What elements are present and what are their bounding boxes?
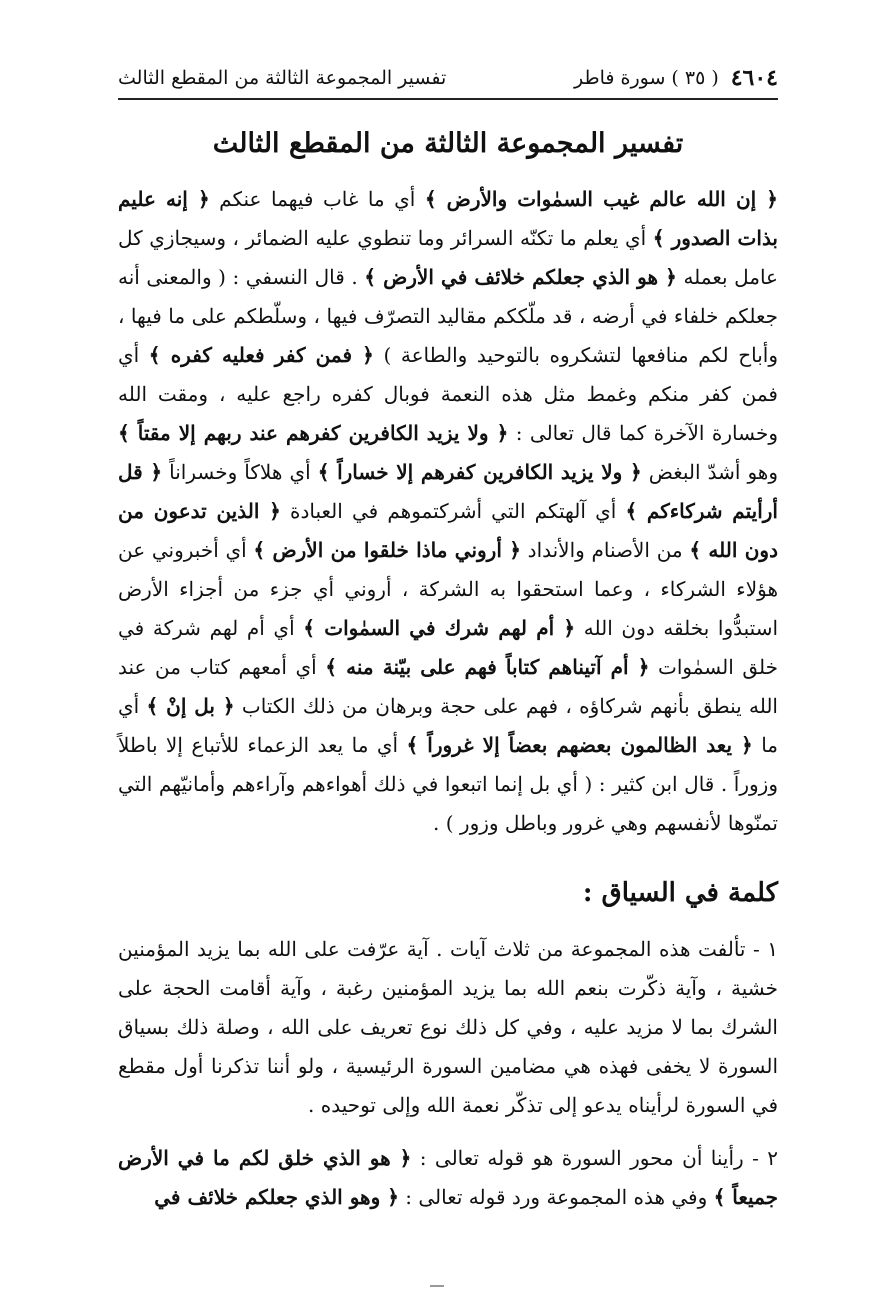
commentary-paragraph — [118, 180, 778, 843]
context-item-1: ١ - تألفت هذه المجموعة من ثلاث آيات . آية عرّفت على الله بما يزيد المؤمنين خشية ، وآية ذكّرت بنعم الله بما يزيد المؤمنين رغبة ، وآية أقامت الحجة على الشرك بما لا مزيد عليه ، وفي كل ذلك نوع تعريف على الله ، وصلة ذلك بسياق السورة لا يخفى فهذه هي مضامين السورة الرئيسية ، ولو أننا تذكرنا أول مقطع في السورة لرأيناه يدعو إلى تذكّر نعمة الله وإلى توحيده . — [118, 937, 778, 1117]
page-number: ٤٦٠٤ — [730, 65, 778, 91]
commentary-body — [118, 180, 778, 843]
verse-quote: ﴿ بل إنْ ﴾ — [146, 694, 235, 718]
commentary-text: وهو أشدّ البغض — [641, 460, 779, 484]
context-list — [118, 930, 778, 1231]
verse-quote: ﴿ إن الله عالم غيب السمٰوات والأرض ﴾ — [424, 187, 779, 211]
verse-quote: ﴿ هو الذي خلق لكم ما في الأرض جميعاً ﴾ — [118, 1146, 778, 1209]
commentary-text: وفي هذه المجموعة ورد قوله تعالى : — [398, 1185, 714, 1209]
verse-quote: ﴿ يعد الظالمون بعضهم بعضاً إلا غروراً ﴾ — [406, 733, 753, 757]
page-mark — [430, 1285, 444, 1287]
verse-quote: ﴿ الذين تدعون من دون الله ﴾ — [118, 499, 778, 562]
section-title: تفسير المجموعة الثالثة من المقطع الثالث — [212, 128, 684, 159]
verse-quote: ﴿ فمن كفر فعليه كفره ﴾ — [148, 343, 374, 367]
context-heading: كلمة في السياق : — [582, 878, 778, 908]
commentary-text: أي فمن كفر منكم وغمط مثل هذه النعمة فوبال كفره راجع عليه ، ومقت الله وخسارة الآخرة كما قال تعالى : — [118, 343, 778, 445]
surah-label: ( ٣٥ ) سورة فاطر — [573, 67, 719, 89]
verse-quote: ﴿ ولا يزيد الكافرين كفرهم إلا خساراً ﴾ — [317, 460, 642, 484]
commentary-text: أي أم لهم شركة في خلق السمٰوات — [118, 616, 779, 679]
verse-quote: ﴿ أروني ماذا خلقوا من الأرض ﴾ — [253, 538, 521, 562]
commentary-text: أي أمعهم كتاب من عند الله ينطق بأنهم شركاؤه ، فهم على حجة وبرهان من ذلك الكتاب — [118, 655, 778, 718]
verse-quote: ﴿ أم آتيناهم كتاباً فهم على بيّنة منه ﴾ — [325, 655, 650, 679]
commentary-text: . قال النسفي : ( والمعنى أنه جعلكم خلفاء في أرضه ، قد ملّككم مقاليد التصرّف فيها ، وسلّطكم على ما فيها ، وأباح لكم منافعها لتشكروه بالتوحيد والطاعة ) — [118, 265, 779, 367]
commentary-text: من الأصنام والأنداد — [520, 538, 690, 562]
commentary-text: أي أخبروني عن هؤلاء الشركاء ، وعما استحقوا به الشركة ، أروني أي جزء من أجزاء الأرض استبدُّوا بخلقه دون الله — [118, 538, 779, 640]
commentary-text: ٢ - رأينا أن محور السورة هو قوله تعالى : — [411, 1146, 778, 1170]
verse-quote: ﴿ قل أرأيتم شركاءكم ﴾ — [118, 460, 778, 523]
commentary-text: أي ما غاب فيهما عنكم — [209, 187, 425, 211]
running-header — [118, 58, 778, 100]
verse-quote: ﴿ إنه عليم بذات الصدور ﴾ — [118, 187, 779, 250]
header-right — [574, 65, 778, 91]
verse-quote: ﴿ هو الذي جعلكم خلائف في الأرض ﴾ — [364, 265, 677, 289]
section-label: تفسير المجموعة الثالثة من المقطع الثالث — [118, 67, 447, 89]
commentary-text: أي هلاكاً وخسراناً — [162, 460, 318, 484]
verse-quote: ﴿ وهو الذي جعلكم خلائف في — [154, 1185, 399, 1209]
commentary-text: أي آلهتكم التي أشركتموهم في العبادة — [280, 499, 626, 523]
context-item-2 — [118, 1139, 778, 1217]
commentary-text: أي ما يعد الزعماء للأتباع إلا باطلاً وزوراً . قال ابن كثير : ( أي بل إنما اتبعوا في ذلك أهواءهم وآراءهم وأمانيّهم التي تمنّوها لأنفسهم وهي غرور وباطل وزور ) . — [118, 733, 778, 835]
commentary-text: أي ما — [118, 694, 778, 757]
verse-quote: ﴿ ولا يزيد الكافرين كفرهم عند ربهم إلا مقتاً ﴾ — [118, 421, 509, 445]
verse-quote: ﴿ أم لهم شرك في السمٰوات ﴾ — [303, 616, 576, 640]
commentary-text: أي يعلم ما تكنّه السرائر وما تنطوي عليه الضمائر ، وسيجازي كل عامل بعمله — [118, 226, 778, 289]
